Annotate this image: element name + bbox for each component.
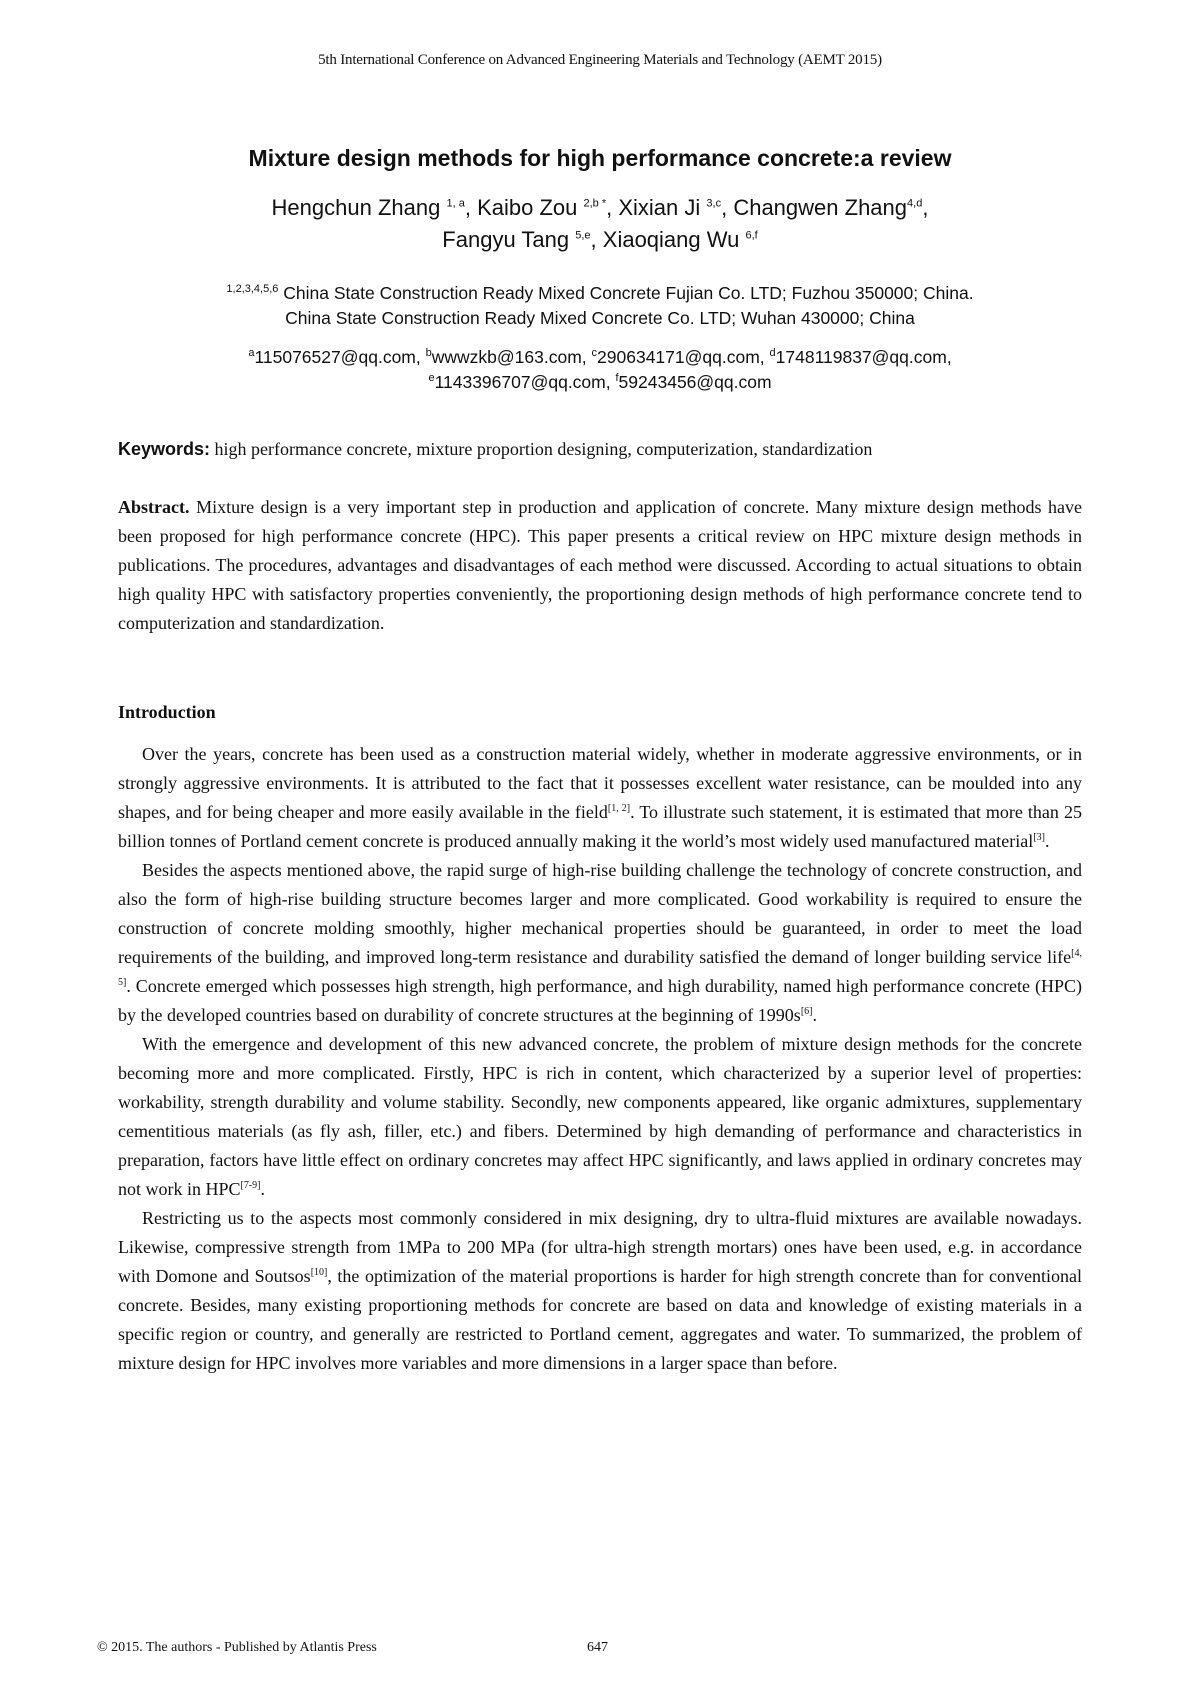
conference-header: 5th International Conference on Advanced Engineering Materials and Technology (AEMT 2015) — [318, 52, 882, 68]
email-sup: d — [769, 347, 776, 360]
email-sup: f — [615, 372, 619, 385]
email-sup: e — [428, 372, 435, 385]
section-heading-introduction: Introduction — [118, 702, 216, 722]
citation: [7-9] — [240, 1180, 261, 1191]
author-name: Changwen Zhang — [733, 195, 908, 220]
paragraph-text: . To illustrate such statement, it is estimated that more than 25 billion tonnes of Portland cement concrete is produced annually making it the world’s most widely used manufactured material — [118, 802, 1082, 851]
author-name: Kaibo Zou — [477, 195, 578, 220]
paragraph — [118, 1030, 1082, 1204]
author-sup: 2,b * — [583, 197, 607, 210]
paragraph-text: With the emergence and development of this new advanced concrete, the problem of mixture design methods for the concrete becoming more and more complicated. Firstly, HPC is rich in content, which characterized by a superior level of properties: workability, strength durability and volume stability. Secondly, new components appeared, like organic admixtures, supplementary cementitious materials (as fly ash, filler, etc.) and fibers. Determined by high demanding of performance and characteristics in preparation, factors have little effect on ordinary concretes may affect HPC significantly, and laws applied in ordinary concretes may not work in HPC — [118, 1034, 1082, 1199]
citation: [10] — [310, 1267, 328, 1278]
email-address[interactable]: 115076527@qq.com, — [254, 347, 421, 367]
paragraph — [118, 1204, 1082, 1378]
abstract-text: Mixture design is a very important step in production and application of concrete. Many mixture design methods have been proposed for high performance concrete (HPC). This paper presents a critical review on HPC mixture design methods in publications. The procedures, advantages and disadvantages of each method were discussed. According to actual situations to obtain high quality HPC with satisfactory properties conveniently, the proportioning design methods of high performance concrete tend to computerization and standardization. — [118, 497, 1083, 633]
email-list — [110, 345, 1090, 395]
citation: [4, 5] — [118, 948, 1082, 988]
paragraph-text: , the optimization of the material proportions is harder for high strength concrete than for conventional concrete. Besides, many existing proportioning methods for concrete are based on data and knowledge of existing materials in a specific region or country, and generally are restricted to Portland cement, aggregates and water. To summarized, the problem of mixture design for HPC involves more variables and more dimensions in a larger space than before. — [118, 1266, 1082, 1373]
citation: [1, 2] — [607, 803, 631, 814]
paragraph-text: Besides the aspects mentioned above, the rapid surge of high-rise building challenge the technology of concrete construction, and also the form of high-rise building structure becomes larger and more complicated. Good workability is required to ensure the construction of concrete molding smoothly, higher mechanical properties should be guaranteed, in order to meet the load requirements of the building, and improved long-term resistance and durability satisfied the demand of longer building service life — [118, 860, 1082, 967]
paragraph — [118, 856, 1082, 1030]
author-name: Hengchun Zhang — [271, 195, 441, 220]
affiliation-sup: 1,2,3,4,5,6 — [226, 283, 279, 296]
affiliation — [110, 281, 1090, 331]
affiliation-line-1: China State Construction Ready Mixed Concrete Fujian Co. LTD; Fuzhou 350000; China. — [278, 283, 974, 303]
citation: [3] — [1033, 832, 1045, 843]
author-name: Xiaoqiang Wu — [602, 227, 740, 252]
author-name: Xixian Ji — [618, 195, 701, 220]
abstract-block — [118, 493, 1082, 638]
email-address[interactable]: 59243456@qq.com — [618, 372, 772, 392]
citation: [6] — [800, 1006, 813, 1017]
author-sup: 3,c — [706, 197, 722, 210]
footer-copyright: © 2015. The authors - Published by Atlantis Press — [97, 1640, 377, 1655]
email-address[interactable]: 1748119837@qq.com, — [775, 347, 952, 367]
email-sup: c — [591, 347, 598, 360]
introduction-body — [118, 740, 1082, 1378]
paragraph-text: Restricting us to the aspects most commonly considered in mix designing, dry to ultra-fluid mixtures are available nowadays. Likewise, compressive strength from 1MPa to 200 MPa (for ultra-high strength mortars) ones have been used, e.g. in accordance with Domone and Soutsos — [118, 1208, 1082, 1286]
keywords-block — [118, 435, 1082, 464]
paragraph-text: Over the years, concrete has been used as a construction material widely, whether in moderate aggressive environments, or in strongly aggressive environments. It is attributed to the fact that it possesses excellent water resistance, can be moulded into any shapes, and for being cheaper and more easily available in the field — [118, 744, 1082, 822]
author-sup: 6,f — [745, 229, 758, 242]
paragraph-text: . — [812, 1005, 817, 1025]
email-address[interactable]: 290634171@qq.com, — [597, 347, 765, 367]
author-sup: 4,d — [907, 197, 923, 210]
email-sup: a — [248, 347, 255, 360]
author-sup: 5,e — [575, 229, 591, 242]
author-list: Hengchun Zhang $^{1, a}$, Kaibo Zou $^{2,b *}$, Xixian Ji $^{3,c}$, Changwen Zhang$^{4,d}$, Fangyu Tang $^{5,e}$, Xiaoqiang Wu $^{6,f}$ — [271, 195, 929, 252]
paper-title: Mixture design methods for high performance concrete:a review — [248, 145, 952, 171]
email-sup: b — [425, 347, 432, 360]
affiliation-line-2: China State Construction Ready Mixed Concrete Co. LTD; Wuhan 430000; China — [285, 308, 915, 328]
paragraph-text: . — [260, 1179, 266, 1199]
keywords-label: Keywords: — [118, 439, 211, 459]
page-number: 647 — [587, 1640, 608, 1655]
keywords-text: high performance concrete, mixture proportion designing, computerization, standardization — [214, 439, 873, 459]
abstract-label: Abstract. — [118, 497, 190, 517]
author-name: Fangyu Tang — [442, 227, 570, 252]
email-address[interactable]: wwwzkb@163.com, — [431, 347, 587, 367]
email-address[interactable]: 1143396707@qq.com, — [434, 372, 611, 392]
paragraph — [118, 740, 1082, 856]
paragraph-text: . — [1044, 831, 1050, 851]
paragraph-text: . Concrete emerged which possesses high strength, high performance, and high durability, named high performance concrete (HPC) by the developed countries based on durability of concrete structures at the beginning of 1990s — [118, 976, 1082, 1025]
author-sup: 1, a — [446, 197, 465, 210]
